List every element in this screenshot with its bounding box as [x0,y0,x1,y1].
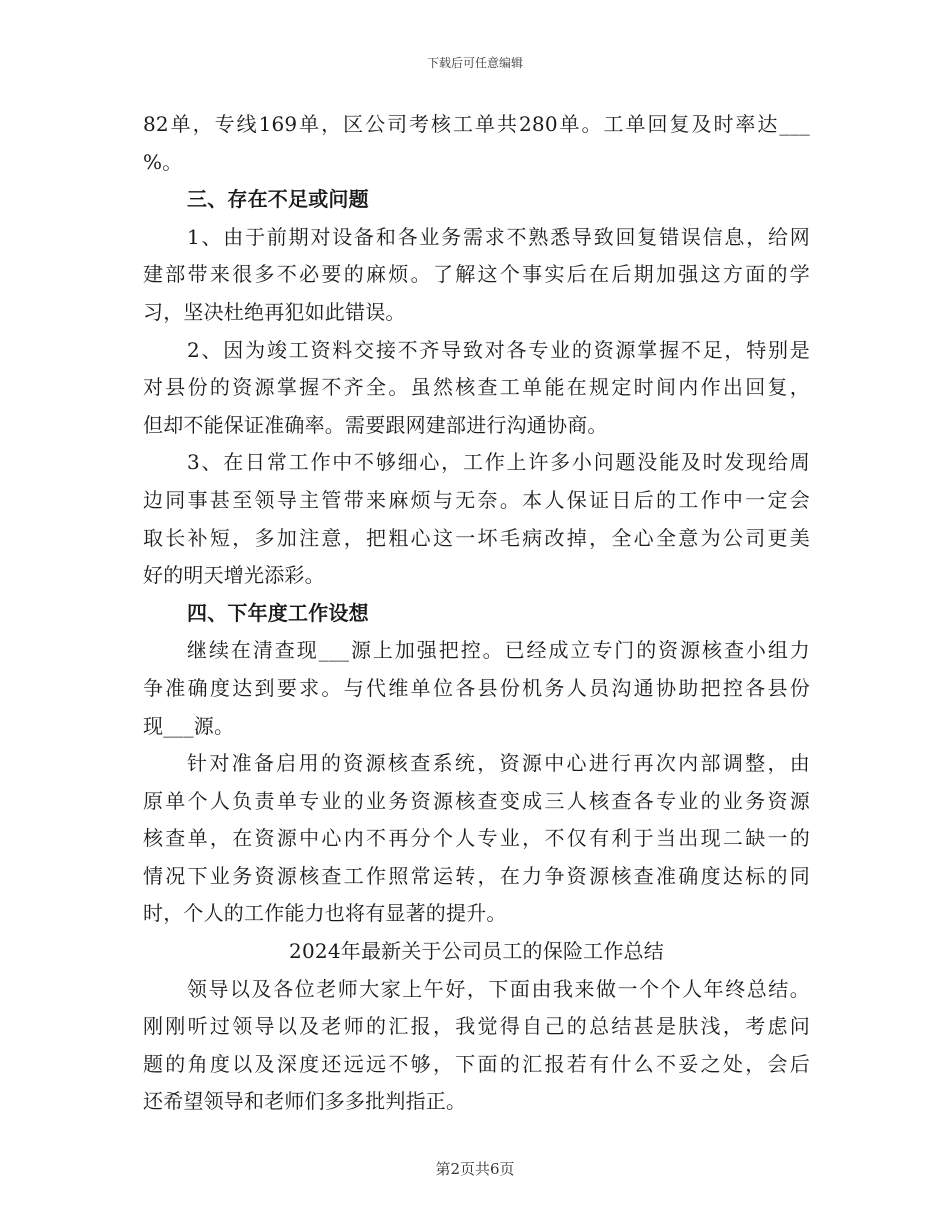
section-heading: 四、下年度工作设想 [187,600,369,625]
text-line: 82单，专线169单，区公司考核工单共280单。工单回复及时率达___ [143,112,810,136]
text-line: 建部带来很多不必要的麻烦。了解这个事实后在后期加强这方面的学 [143,262,810,287]
text-line: %。 [143,149,183,174]
text-line: 时，个人的工作能力也将有显著的提升。 [143,901,507,926]
text-line: 现___源。 [143,713,235,738]
text-line: 3、在日常工作中不够细心，工作上许多小问题没能及时发现给周 [187,450,810,475]
text-line: 2、因为竣工资料交接不齐导致对各专业的资源掌握不足，特别是 [187,337,810,362]
text-line: 习，坚决杜绝再犯如此错误。 [143,299,406,324]
text-line: 题的角度以及深度还远远不够，下面的汇报若有什么不妥之处，会后 [143,1051,810,1076]
text-line: 刚刚听过领导以及老师的汇报，我觉得自己的总结甚是肤浅，考虑问 [143,1014,810,1039]
text-line: 针对准备启用的资源核查系统，资源中心进行再次内部调整，由 [187,751,810,776]
text-line: 边同事甚至领导主管带来麻烦与无奈。本人保证日后的工作中一定会 [143,487,810,512]
text-line: 对县份的资源掌握不齐全。虽然核查工单能在规定时间内作出回复， [143,375,810,400]
page-header: 下载后可任意编辑 [426,56,523,70]
text-line: 1、由于前期对设备和各业务需求不熟悉导致回复错误信息，给网 [187,224,810,249]
text-line: 取长补短，多加注意，把粗心这一坏毛病改掉，全心全意为公司更美 [143,525,810,550]
document-title: 2024年最新关于公司员工的保险工作总结 [289,939,664,964]
section-heading: 三、存在不足或问题 [187,187,369,212]
document-body [143,106,810,1121]
text-line: 核查单，在资源中心内不再分个人专业，不仅有利于当出现二缺一的 [143,826,810,851]
page-footer: 第2页共6页 [435,1160,515,1178]
text-line: 还希望领导和老师们多多批判指正。 [143,1089,467,1114]
text-line: 争准确度达到要求。与代维单位各县份机务人员沟通协助把控各县份 [143,675,810,700]
text-line: 继续在清查现___源上加强把控。已经成立专门的资源核查小组力 [187,638,810,663]
text-line: 领导以及各位老师大家上午好，下面由我来做一个个人年终总结。 [187,976,810,1001]
text-line: 情况下业务资源核查工作照常运转，在力争资源核查准确度达标的同 [143,863,810,888]
text-line: 原单个人负责单专业的业务资源核查变成三人核查各专业的业务资源 [143,788,810,813]
text-line: 好的明天增光添彩。 [143,563,325,588]
text-line: 但却不能保证准确率。需要跟网建部进行沟通协商。 [143,412,608,437]
